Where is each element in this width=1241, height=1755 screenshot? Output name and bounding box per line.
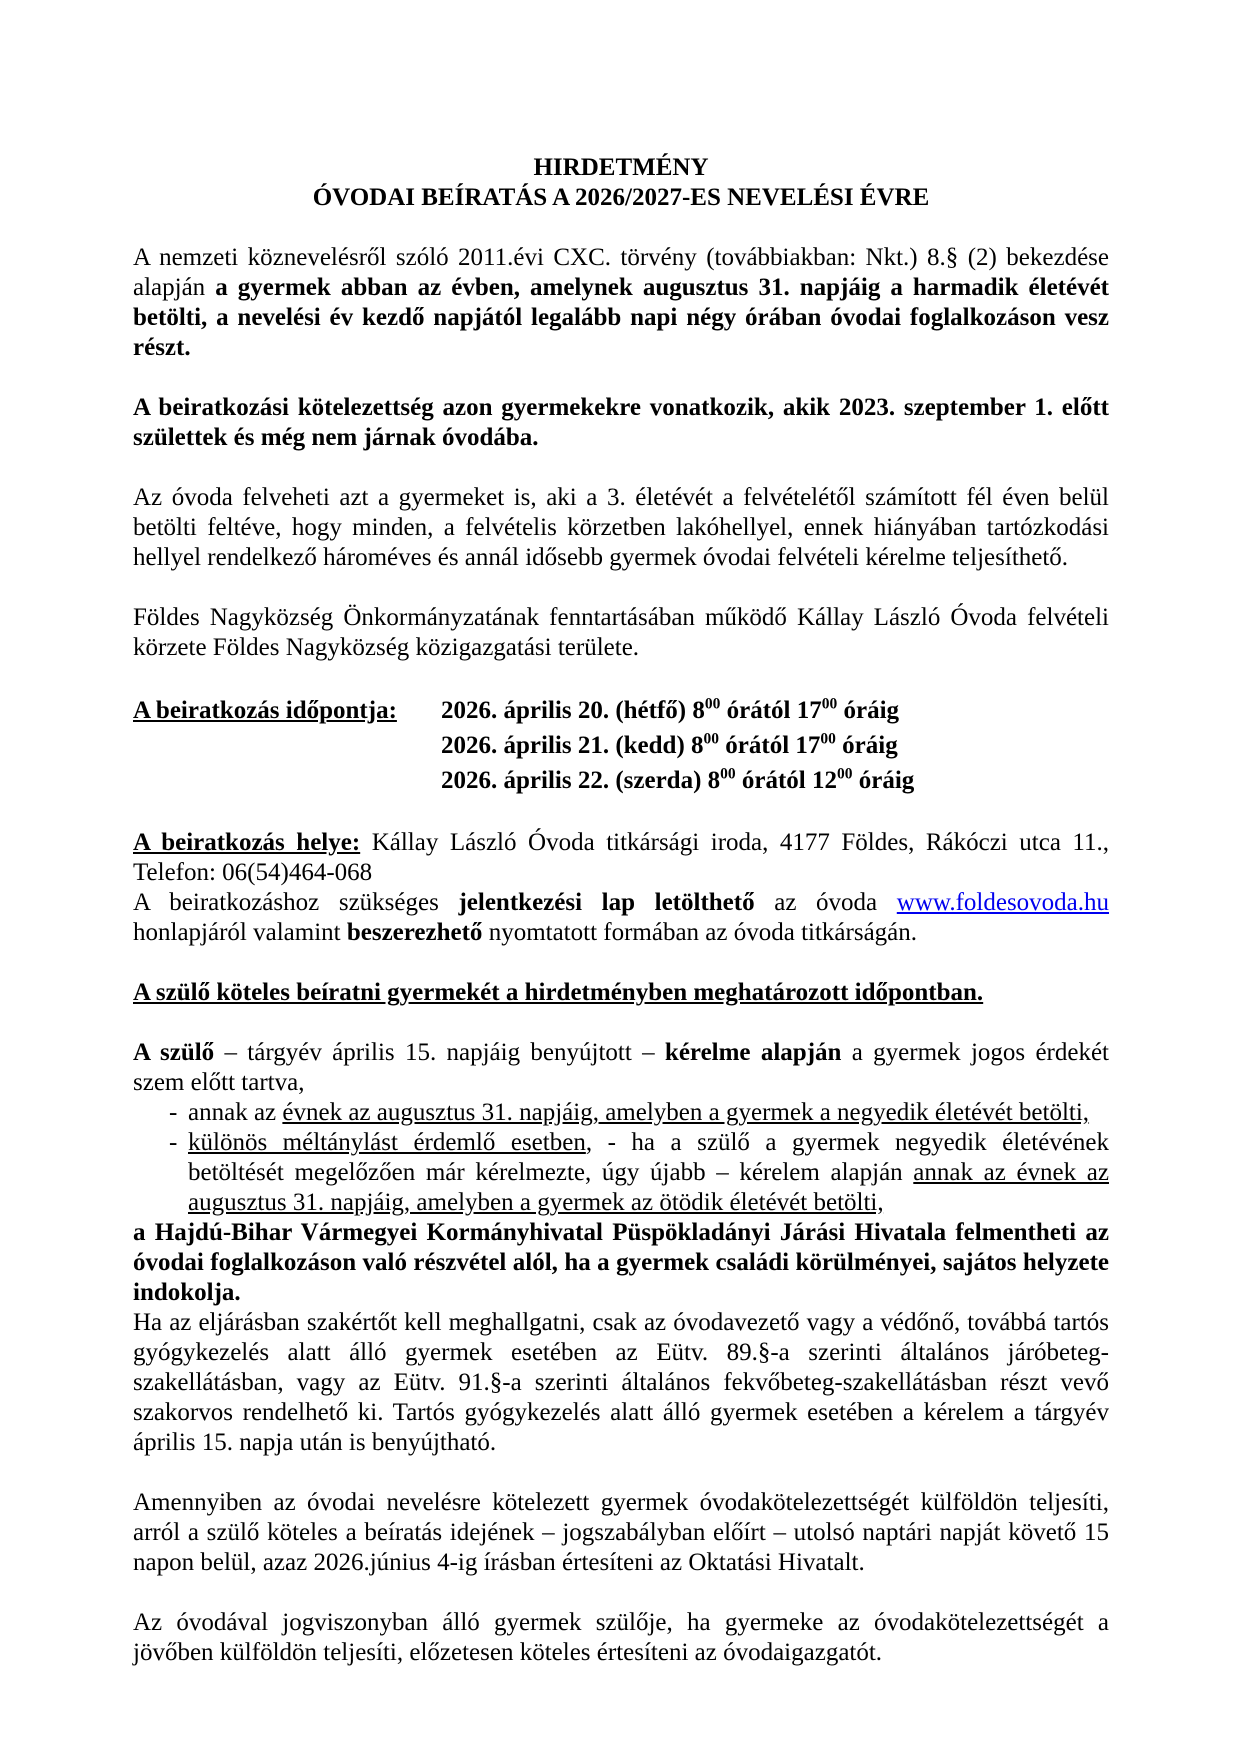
text-run: , - ha a szülő a gyermek negyedik életévének betöltését megelőzően már kérelmezte, úgy újabb – kérelem alapján xyxy=(188,1129,1110,1186)
text-run: – tárgyév április 15. napjáig benyújtott – xyxy=(214,1039,665,1066)
schedule-lines xyxy=(441,693,1109,798)
text-run: óráig xyxy=(835,732,898,759)
document-title xyxy=(133,153,1109,213)
text-run: Az óvoda felveheti azt a gyermeket is, aki a 3. életévét a felvételétől számított fél éven belül betölti feltéve, hogy minden, a felvételis körzetben lakóhellyel, ennek hiányában tartózkodási hellyel rendelkező hároméves és annál idősebb gyermek óvodai felvételi kérelme teljesíthető. xyxy=(133,484,1109,571)
text-run: 2026. április 22. (szerda) 8 xyxy=(441,767,721,794)
text-run: Ha az eljárásban szakértőt kell meghallgatni, csak az óvodavezető vagy a védőnő, továbbá tartós gyógykezelés alatt álló gyermek esetében az Eütv. 89.§-a szerinti általános járóbeteg-szakellátásban, vagy az Eütv. 91.§-a szerinti általános fekvőbeteg-szakellátásban részt vevő szakorvos rendelhető ki. Tartós gyógykezelés alatt álló gyermek esetében a kérelem a tárgyév április 15. napja után is benyújtható. xyxy=(133,1309,1109,1456)
text-run: 00 xyxy=(821,695,838,713)
paragraph-location xyxy=(133,828,1109,888)
text-run: A szülő köteles beíratni gyermekét a hirdetményben meghatározott időpontban. xyxy=(133,979,984,1006)
text-run: órától 17 xyxy=(720,697,822,724)
text-run: 00 xyxy=(820,730,836,748)
paragraph-obligation xyxy=(133,393,1109,453)
text-run: 00 xyxy=(837,765,853,783)
text-run: évnek az augusztus 31. napjáig, amelyben a gyermek a negyedik életévét betölti, xyxy=(282,1099,1090,1126)
text-run: órától 12 xyxy=(735,767,838,794)
text-run: kérelme alapján xyxy=(664,1039,842,1066)
text-run: annak az xyxy=(188,1099,283,1126)
text-run: A nemzeti köznevelésről szóló 2011.évi CXC. törvény (továbbiakban: Nkt.) 8.§ (2) bekezdése alapján xyxy=(133,244,1109,301)
title-line-1: HIRDETMÉNY xyxy=(533,154,709,181)
bullet-item-fourth-year xyxy=(133,1098,1109,1128)
website-link[interactable]: www.foldesovoda.hu xyxy=(896,889,1110,916)
bullet-marker: - xyxy=(169,1099,178,1126)
text-run: 00 xyxy=(703,730,720,748)
text-run: A beiratkozás helye: xyxy=(133,829,361,856)
text-run: az óvoda xyxy=(754,889,897,916)
paragraph-district xyxy=(133,603,1109,663)
text-run: Kállay László Óvoda titkársági iroda, 4177 Földes, Rákóczi utca 11., Telefon: 06(54)464-068 xyxy=(133,829,1110,886)
text-run: óráig xyxy=(837,697,900,724)
paragraph-download xyxy=(133,888,1109,948)
paragraph-expert xyxy=(133,1308,1109,1458)
text-run: a gyermek jogos érdekét szem előtt tartva, xyxy=(133,1039,1109,1096)
schedule-label xyxy=(133,693,441,728)
enrollment-schedule xyxy=(133,693,1109,798)
bullet-text xyxy=(188,1099,1089,1126)
paragraph-parent-request xyxy=(133,1038,1109,1098)
paragraph-exemption xyxy=(133,1218,1109,1308)
text-run: Az óvodával jogviszonyban álló gyermek szülője, ha gyermeke az óvodakötelezettségét a jövőben külföldön teljesíti, előzetesen köteles értesíteni az óvodaigazgatót. xyxy=(133,1609,1109,1666)
text-run: honlapjáról valamint xyxy=(133,919,347,946)
bullet-marker: - xyxy=(169,1129,178,1156)
paragraph-law xyxy=(133,243,1109,363)
text-run: beszerezhető xyxy=(346,919,483,946)
paragraph-abroad-notice xyxy=(133,1488,1109,1578)
mandate-heading xyxy=(133,978,1109,1008)
text-run: Amennyiben az óvodai nevelésre kötelezett gyermek óvodakötelezettségét külföldön teljesíti, arról a szülő köteles a beíratás idejének – jogszabályban előírt – utolsó naptári napját követő 15 napon belül, azaz 2026.június 4-ig írásban értesíteni az Oktatási Hivatalt. xyxy=(133,1489,1109,1576)
schedule-line-wednesday xyxy=(441,763,1109,798)
paragraph-future-abroad xyxy=(133,1608,1109,1668)
text-run: 2026. április 21. (kedd) 8 xyxy=(441,732,704,759)
text-run: a gyermek abban az évben, amelynek augusztus 31. napjáig a harmadik életévét betölti, a nevelési év kezdő napjától legalább napi négy órában óvodai foglalkozáson vesz részt. xyxy=(133,274,1110,361)
schedule-line-monday xyxy=(441,693,1109,728)
text-run: 2026. április 20. (hétfő) 8 xyxy=(441,697,705,724)
text-run: A szülő xyxy=(133,1039,215,1066)
text-run: 00 xyxy=(720,765,736,783)
text-run: különös méltánylást érdemlő esetben xyxy=(188,1129,586,1156)
text-run: órától 17 xyxy=(719,732,821,759)
paragraph-under-three xyxy=(133,483,1109,573)
text-run: A beiratkozási kötelezettség azon gyermekekre vonatkozik, akik 2023. szeptember 1. előtt születtek és még nem járnak óvodába. xyxy=(133,394,1109,451)
text-run: jelentkezési lap letölthető xyxy=(458,889,755,916)
text-run: Földes Nagyközség Önkormányzatának fenntartásában működő Kállay László Óvoda felvételi körzete Földes Nagyközség közigazgatási területe. xyxy=(133,604,1109,661)
text-run: a Hajdú-Bihar Vármegyei Kormányhivatal Püspökladányi Járási Hivatala felmentheti az óvodai foglalkozáson való részvétel alól, ha a gyermek családi körülményei, sajátos helyzete indokolja. xyxy=(133,1219,1109,1306)
schedule-line-tuesday xyxy=(441,728,1109,763)
text-run: nyomtatott formában az óvoda titkárságán. xyxy=(482,919,918,946)
text-run: óráig xyxy=(852,767,915,794)
title-line-2: ÓVODAI BEÍRATÁS A 2026/2027-ES NEVELÉSI ÉVRE xyxy=(312,184,930,211)
bullet-item-fifth-year xyxy=(133,1128,1109,1218)
text-run: annak az évnek az augusztus 31. napjáig, amelyben a gyermek az ötödik életévét betölti, xyxy=(188,1159,1109,1216)
text-run: A beiratkozás időpontja: xyxy=(133,697,397,724)
bullet-text xyxy=(188,1129,1109,1216)
text-run: A beiratkozáshoz szükséges xyxy=(133,889,459,916)
text-run: 00 xyxy=(704,695,721,713)
